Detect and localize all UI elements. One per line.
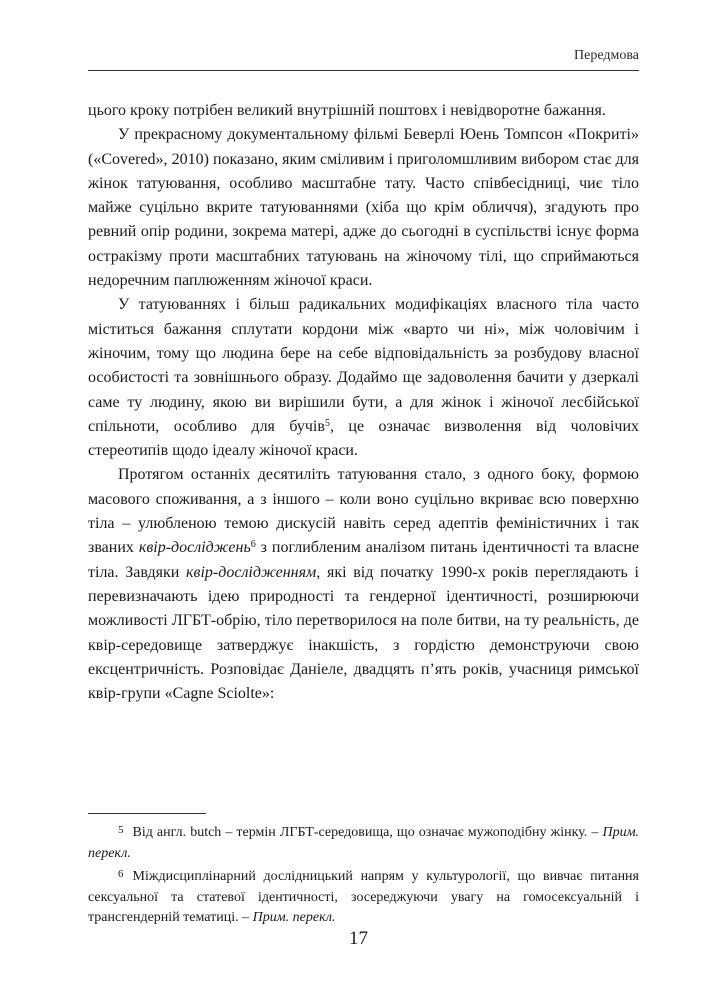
running-head: Передмова <box>574 48 639 63</box>
paragraph-3-text-b: , це означає визволення від чоловічих стереотипів щодо ідеалу жіночої краси. <box>88 417 639 460</box>
footnote-note: Прим. перекл. <box>252 910 336 925</box>
footnote-number: 6 <box>118 868 124 880</box>
footnote-number: 5 <box>118 824 124 836</box>
footnote-text: Від англ. butch – термін ЛГБТ-середовища, що означає мужоподібну жінку. – <box>132 825 603 840</box>
header-rule <box>88 70 639 71</box>
footnote-text: Міждисциплінарний дослідницький напрям у культурології, що вивчає питання сексуальної та статевої ідентичності, зосереджуючи увагу на гомосексуальній і трансгендерній тематиці. – <box>88 869 639 925</box>
paragraph-3 <box>88 293 639 463</box>
paragraph-3-text-a: У татуюваннях і більш радикальних модифікаціях власного тіла часто міститься бажання сплутати кордони між «варто чи ні», між чоловічим і жіночим, тому що людина бере на себе відповідальність за розбудову власної особистості та зовнішнього образу. Додаймо ще задоволення бачити у дзеркалі саме ту людину, якою ви вирішили бути, а для жінок і жіночої лесбійської спільноти, особливо для бучів <box>88 296 639 435</box>
main-text <box>88 99 639 706</box>
footnote-ref-5[interactable]: 5 <box>324 417 330 429</box>
paragraph-4-text-b: з поглибленим аналізом питань ідентичності та власне тіла. Завдяки <box>88 539 640 581</box>
page-number: 17 <box>349 928 368 949</box>
footnote-ref-6[interactable]: 6 <box>250 539 256 551</box>
footnotes <box>88 820 639 929</box>
paragraph-1: цього кроку потрібен великий внутрішній поштовх і невідворотне бажання. <box>88 102 606 119</box>
paragraph-4-italic-1: квір-досліджень <box>138 539 251 557</box>
paragraph-2: У прекрасному документальному фільмі Беверлі Юень Томпсон «Покриті» («Covered», 2010) показано, яким сміливим і приголомшливим вибором стає для жінок татуювання, особливо масштабне тату. Часто співбесідниці, чиє тіло майже суцільно вкрите татуюваннями (хіба що крім обличчя), згадують про ревний опір родини, зокрема матері, адже до сьогодні в суспільстві існує форма остракізму проти масштабних татуювань на жіночому тілі, що сприймаються недоречним паплюженням жіночої краси. <box>88 126 639 290</box>
footnote-5 <box>88 820 639 864</box>
footnote-note: Прим. перекл. <box>88 825 639 861</box>
paragraph-4-text-c: , які від початку 1990-х років переглядають і перевизначають ідею природності та гендерної ідентичності, розширюючи можливості ЛГБТ-обрію, тіло перетворилося на поле битви, на ту реальність, де квір-середовище затверджує інакшість, з гордістю демонструючи свою ексцентричність. Розповідає Даніеле, двадцять п’ять років, учасниця римської квір-групи «Cagne Sciolte»: <box>88 563 639 703</box>
footnote-rule <box>88 813 206 814</box>
paragraph-4-text-a: Протягом останніх десятиліть татуювання стало, з одного боку, формою масового споживання, а з іншого – коли воно суцільно вкриває всю поверхню тіла – улюбленою темою дискусій навіть серед адептів феміністичних і так званих <box>88 466 639 557</box>
footnote-6 <box>88 864 639 929</box>
paragraph-4-italic-2: квір-дослідженням <box>186 563 317 581</box>
paragraph-4 <box>88 463 639 706</box>
